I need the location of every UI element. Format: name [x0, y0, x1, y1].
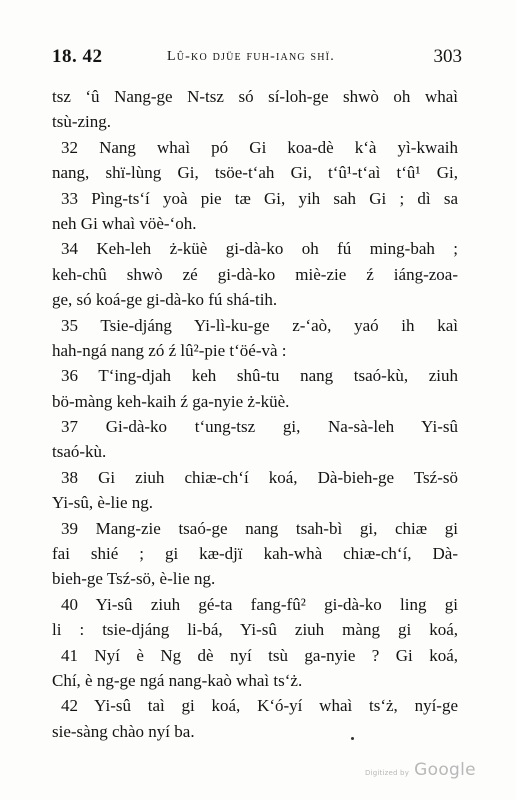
page-header [52, 46, 462, 72]
running-title: Lû-ko djüe fuh-iang shï. [167, 49, 335, 64]
text-line: bieh-ge Tsź-sö, è-lie ng. [52, 569, 216, 589]
text-line: tsù-zing. [52, 112, 112, 132]
page-body [52, 84, 458, 744]
text-line: nang, shï-lùng Gi, tsöe-t‘ah Gi, t‘û¹-t‘aì t‘û¹ Gi, [52, 163, 458, 183]
text-line: li : tsie-djáng li-bá, Yi-sû ziuh màng gi koá, [52, 620, 458, 640]
watermark-brand: Google [414, 760, 476, 780]
digitized-watermark [365, 760, 476, 780]
text-line: sie-sàng chào nyí ba. [52, 721, 195, 741]
text-line: bö-màng keh-kaih ź ga-nyie ż-küè. [52, 391, 290, 411]
text-line: neh Gi whaì vöè-‘oh. [52, 213, 197, 233]
watermark-prefix: Digitized by [365, 769, 410, 777]
text-line: fai shié ; gi kæ-djï kah-whà chiæ-ch‘í, Dà- [52, 544, 458, 564]
verse-line: 41 Nyí è Ng dè nyí tsù ga-nyie ? Gi koá, [61, 645, 458, 665]
verse-line: 35 Tsie-djáng Yi-lì-ku-ge z-‘aò, yaó ih kaì [61, 315, 458, 335]
verse-line: 40 Yi-sû ziuh gé-ta fang-fû² gi-dà-ko ling gi [61, 594, 458, 614]
verse-line: 33 Pìng-ts‘í yoà pie tæ Gi, yih sah Gi ; dì sa [61, 188, 458, 208]
verse-line: 39 Mang-zie tsaó-ge nang tsah-bì gi, chiæ gi [61, 518, 458, 538]
verse-line: 38 Gi ziuh chiæ-ch‘í koá, Dà-bieh-ge Tsź-sö [61, 467, 458, 487]
text-line: keh-chû shwò zé gi-dà-ko miè-zie ź iáng-zoa- [52, 264, 458, 284]
text-line: tsz ‘û Nang-ge N-tsz só sí-loh-ge shwò oh whaì [52, 87, 458, 106]
chapter-verse-marker: 18. 42 [52, 46, 103, 67]
text-line: Yi-sû, è-lie ng. [52, 493, 154, 513]
verse-line: 32 Nang whaì pó Gi koa-dè k‘à yì-kwaih [61, 137, 458, 157]
ink-speck [351, 737, 354, 740]
verse-line: 34 Keh-leh ż-küè gi-dà-ko oh fú ming-bah ; [61, 239, 458, 259]
text-line: tsaó-kù. [52, 442, 107, 462]
verse-line: 36 T‘ing-djah keh shû-tu nang tsaó-kù, ziuh [61, 366, 458, 386]
text-line: Chí, è ng-ge ngá nang-kaò whaì ts‘ż. [52, 670, 303, 690]
verse-line: 37 Gi-dà-ko t‘ung-tsz gi, Na-sà-leh Yi-sû [61, 417, 458, 437]
text-line: hah-ngá nang zó ź lû²-pie t‘öé-và : [52, 340, 287, 360]
verse-line: 42 Yi-sû taì gi koá, K‘ó-yí whaì ts‘ż, nyí-ge [61, 696, 458, 716]
page-number: 303 [433, 46, 462, 67]
text-line: ge, só koá-ge gi-dà-ko fú shá-tih. [52, 290, 278, 310]
